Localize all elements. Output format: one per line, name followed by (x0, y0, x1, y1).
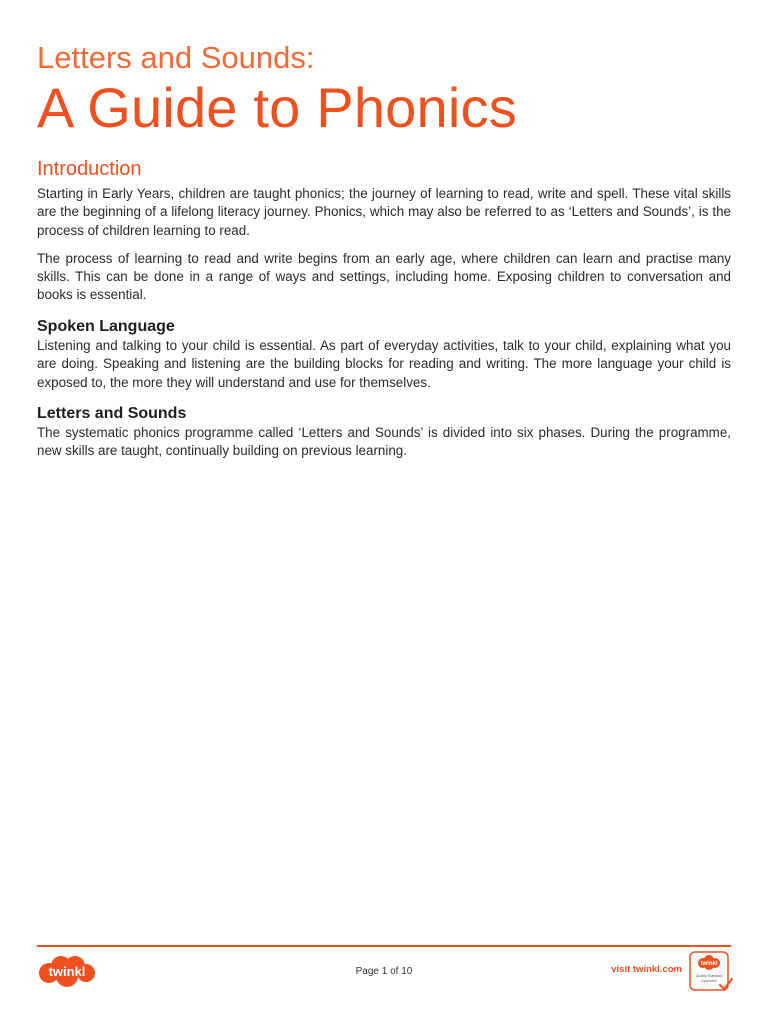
quality-badge-icon (689, 951, 733, 993)
badge-line-1: Quality Standard (695, 974, 723, 978)
spoken-language-paragraph: Listening and talking to your child is essential. As part of everyday activities, talk to your child, explaining what you are doing. Speaking and listening are the building blocks for reading and writing. The more language your child is exposed to, the more they will understand and use for themselves. (37, 338, 731, 390)
document-subtitle: Letters and Sounds: (37, 40, 315, 75)
spoken-language-section (37, 317, 731, 392)
logo-text: twinkl (48, 964, 86, 979)
introduction-paragraph-1: Starting in Early Years, children are taught phonics; the journey of learning to read, write and spell. These vital skills are the beginning of a lifelong literacy journey. Phonics, which may also be referred to as ‘Letters and Sounds’, is the process of children learning to read. (37, 186, 731, 238)
footer-divider (37, 945, 731, 947)
spoken-language-heading: Spoken Language (37, 318, 175, 335)
introduction-section (37, 157, 731, 305)
badge-line-2: Approved (701, 979, 717, 983)
introduction-paragraph-2: The process of learning to read and write begins from an early age, where children can learn and practise many skills. This can be done in a range of ways and settings, including home. Exposing children to conversation and books is essential. (37, 250, 731, 303)
introduction-heading: Introduction (37, 158, 142, 180)
page-number: Page 1 of 10 (355, 966, 413, 977)
badge-brand: twinkl (700, 961, 718, 967)
letters-and-sounds-paragraph: The systematic phonics programme called ‘Letters and Sounds’ is divided into six phases. During the programme, new skills are taught, continually building on previous learning. (37, 425, 731, 459)
visit-link[interactable]: visit twinkl.com (611, 964, 682, 975)
letters-and-sounds-heading: Letters and Sounds (37, 405, 187, 422)
document-title: A Guide to Phonics (37, 76, 517, 139)
letters-and-sounds-section (37, 404, 731, 461)
